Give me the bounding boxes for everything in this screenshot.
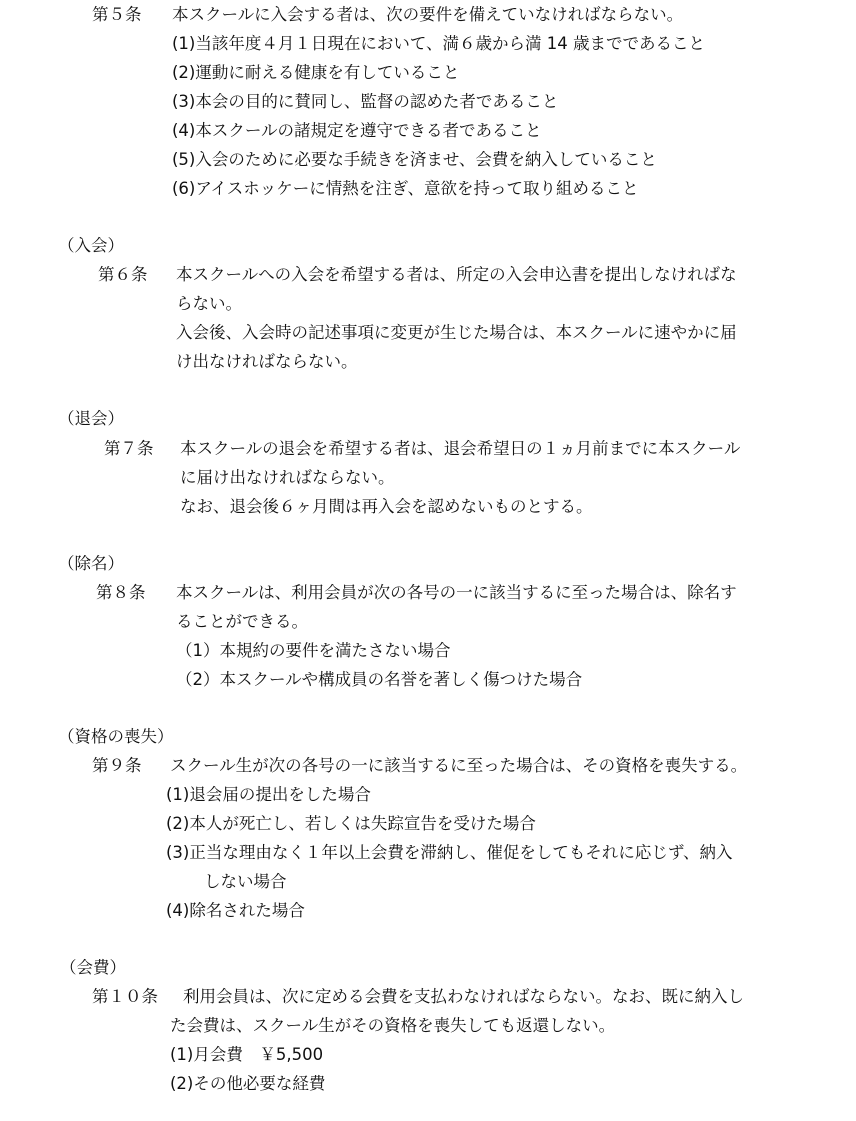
section-title-loss-of-status: （資格の喪失） — [58, 727, 174, 746]
article-7-note: なお、退会後６ヶ月間は再入会を認めないものとする。 — [180, 497, 593, 516]
article-5-item: (1)当該年度４月１日現在において、満６歳から満 14 歳までであること — [172, 34, 706, 53]
article-9-item: (3)正当な理由なく１年以上会費を滞納し、催促をしてもそれに応じず、納入 — [166, 843, 733, 862]
article-8-item: （2）本スクールや構成員の名誉を著しく傷つけた場合 — [176, 670, 583, 689]
article-5-item: (5)入会のために必要な手続きを済ませ、会費を納入していること — [172, 150, 657, 169]
section-title-admission: （入会） — [58, 236, 124, 255]
article-10-item: (1)月会費 ￥5,500 — [170, 1045, 324, 1064]
article-10-body: 利用会員は、次に定める会費を支払わなければならない。なお、既に納入し — [183, 987, 744, 1006]
section-title-fees: （会費） — [60, 958, 126, 977]
article-10-item: (2)その他必要な経費 — [170, 1074, 326, 1093]
article-6-note-cont: け出なければならない。 — [176, 352, 358, 371]
article-7-body-cont: に届け出なければならない。 — [180, 468, 395, 487]
section-title-expulsion: （除名） — [58, 554, 124, 573]
article-6-body: 本スクールへの入会を希望する者は、所定の入会申込書を提出しなければな — [176, 265, 737, 284]
article-7-body: 本スクールの退会を希望する者は、退会希望日の１ヵ月前までに本スクール — [180, 439, 741, 458]
article-9-body: スクール生が次の各号の一に該当するに至った場合は、その資格を喪失する。 — [170, 756, 748, 775]
article-8-body: 本スクールは、利用会員が次の各号の一に該当するに至った場合は、除名す — [176, 583, 737, 602]
article-9-heading: 第９条 — [92, 756, 142, 775]
article-9-item: (1)退会届の提出をした場合 — [166, 785, 371, 804]
article-9-item: (2)本人が死亡し、若しくは失踪宣告を受けた場合 — [166, 814, 536, 833]
article-6-heading: 第６条 — [98, 265, 148, 284]
article-9-item-cont: しない場合 — [204, 872, 287, 891]
article-8-body-cont: ることができる。 — [176, 612, 308, 631]
section-title-withdrawal: （退会） — [58, 409, 124, 428]
article-5-body: 本スクールに入会する者は、次の要件を備えていなければならない。 — [172, 5, 684, 24]
article-6-note: 入会後、入会時の記述事項に変更が生じた場合は、本スクールに速やかに届 — [176, 323, 737, 342]
article-9-item: (4)除名された場合 — [166, 901, 305, 920]
article-6-body-cont: らない。 — [176, 294, 242, 313]
article-8-item: （1）本規約の要件を満たさない場合 — [176, 641, 451, 660]
article-5-heading: 第５条 — [92, 5, 142, 24]
article-5-item: (3)本会の目的に賛同し、監督の認めた者であること — [172, 92, 559, 111]
article-8-heading: 第８条 — [96, 583, 146, 602]
article-5-item: (4)本スクールの諸規定を遵守できる者であること — [172, 121, 542, 140]
article-5-item: (2)運動に耐える健康を有していること — [172, 63, 460, 82]
article-7-heading: 第７条 — [104, 439, 154, 458]
article-5-item: (6)アイスホッケーに情熱を注ぎ、意欲を持って取り組めること — [172, 179, 639, 198]
article-10-heading: 第１０条 — [92, 987, 158, 1006]
article-10-body-cont: た会費は、スクール生がその資格を喪失しても返還しない。 — [170, 1016, 616, 1035]
